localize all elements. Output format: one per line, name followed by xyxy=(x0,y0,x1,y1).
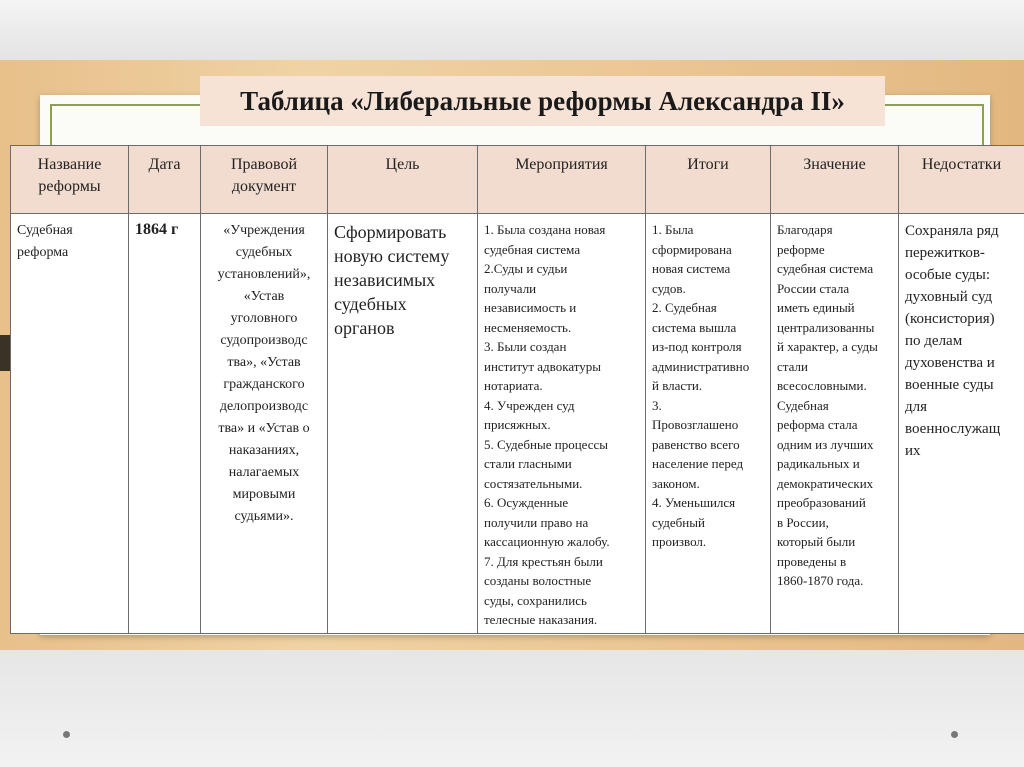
header-document: Правовой документ xyxy=(201,146,328,214)
cell-measures: 1. Была создана новая судебная система 2.Суды и судьи получали независимость и несменяемость. 3. Были создан институт адвокатуры нотариата. 4. Учрежден суд присяжных. 5. Судебные процессы стали гласными состязательными. 6. Осужденные получили право на кассационную жалобу. 7. Для крестьян были созданы волостные суды, сохранились телесные наказания. xyxy=(478,214,646,634)
slide-title: Таблица «Либеральные реформы Александра II» xyxy=(200,76,885,126)
cell-goal: Сформировать новую систему независимых судебных органов xyxy=(328,214,478,634)
cell-drawbacks: Сохраняла ряд пережитков- особые суды: духовный суд (консистория) по делам духовенства и военные суды для военнослужащ их xyxy=(899,214,1024,634)
reforms-table xyxy=(10,145,1024,634)
header-significance: Значение xyxy=(771,146,899,214)
dot-left xyxy=(63,731,70,738)
cell-results: 1. Была сформирована новая система судов. 2. Судебная система вышла из-под контроля административно й власти. 3. Провозглашено равенство всего население перед законом. 4. Уменьшился судебный произвол. xyxy=(646,214,771,634)
header-name: Название реформы xyxy=(11,146,129,214)
table-row xyxy=(11,214,1024,634)
header-results: Итоги xyxy=(646,146,771,214)
top-background xyxy=(0,0,1024,60)
header-measures: Мероприятия xyxy=(478,146,646,214)
side-tab xyxy=(0,335,10,371)
header-goal: Цель xyxy=(328,146,478,214)
bottom-background xyxy=(0,650,1024,767)
cell-significance: Благодаря реформе судебная система России стала иметь единый централизованны й характер, а суды стали всесословными. Судебная реформа стала одним из лучших радикальных и демократических преобразований в России, который были проведены в 1860-1870 года. xyxy=(771,214,899,634)
cell-name: Судебная реформа xyxy=(11,214,129,634)
cell-document: «Учреждения судебных установлений», «Устав уголовного судопроизводс тва», «Устав гражданского делопроизводс тва» и «Устав о наказаниях, налагаемых мировыми судьями». xyxy=(201,214,328,634)
header-drawbacks: Недостатки xyxy=(899,146,1024,214)
cell-date: 1864 г xyxy=(129,214,201,634)
dot-right xyxy=(951,731,958,738)
table-header-row xyxy=(11,146,1024,214)
header-date: Дата xyxy=(129,146,201,214)
